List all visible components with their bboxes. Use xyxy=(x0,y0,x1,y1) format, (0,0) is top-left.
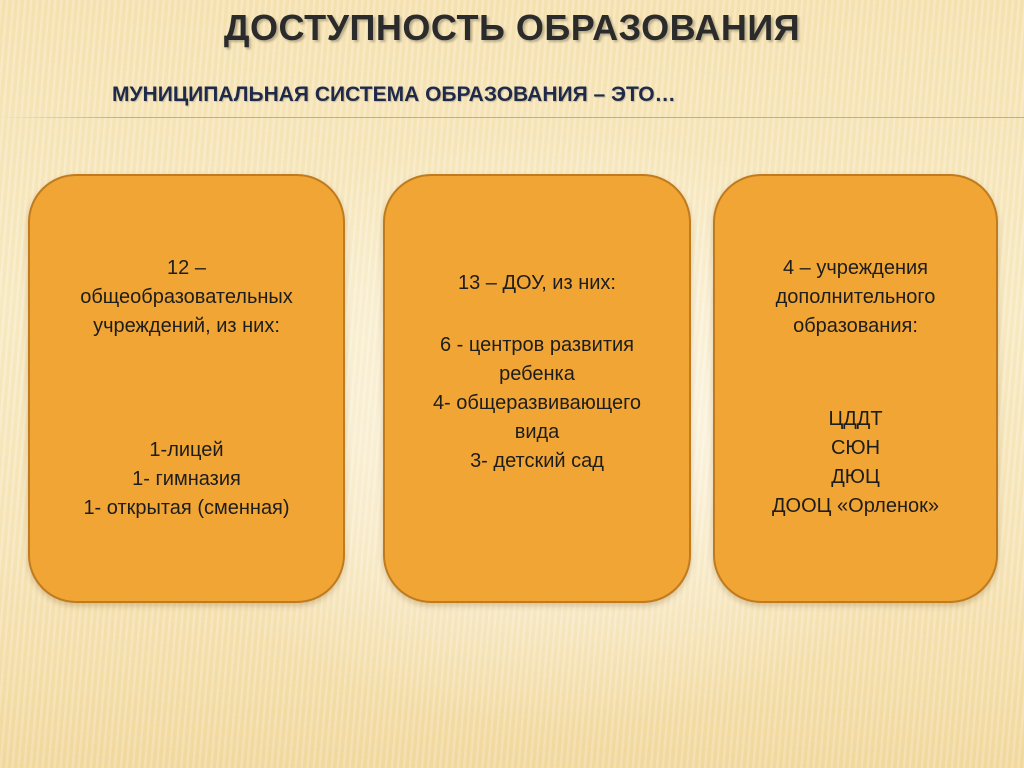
card-heading-line: дополнительного xyxy=(775,286,936,308)
card-preschool xyxy=(383,174,691,603)
card-general-education-list xyxy=(30,436,343,523)
list-item: ДЮЦ xyxy=(831,466,880,488)
card-additional-education-list xyxy=(715,405,996,521)
list-item: ЦДДТ xyxy=(828,408,883,430)
card-heading-line: учреждений, из них: xyxy=(93,315,280,337)
card-general-education xyxy=(28,174,345,603)
card-preschool-heading xyxy=(385,269,689,298)
title-divider xyxy=(0,117,1024,118)
card-heading-line: 4 – учреждения xyxy=(782,257,929,279)
list-item: 1- открытая (сменная) xyxy=(83,497,290,519)
slide-title: ДОСТУПНОСТЬ ОБРАЗОВАНИЯ xyxy=(223,7,801,48)
list-item: 1-лицей xyxy=(149,439,224,461)
list-item: ребенка xyxy=(499,363,575,385)
card-heading-line: 12 – xyxy=(167,257,206,279)
list-item: 4- общеразвивающего xyxy=(432,392,642,414)
list-item: вида xyxy=(514,421,560,443)
list-item: СЮН xyxy=(830,437,881,459)
list-item: 3- детский сад xyxy=(470,450,604,472)
list-item: 1- гимназия xyxy=(132,468,241,490)
list-item: 6 - центров развития xyxy=(439,334,635,356)
card-additional-education xyxy=(713,174,998,603)
card-general-education-heading xyxy=(30,254,343,341)
card-heading-line: 13 – ДОУ, из них: xyxy=(458,272,616,294)
card-additional-education-heading xyxy=(715,254,996,341)
slide-subtitle: МУНИЦИПАЛЬНАЯ СИСТЕМА ОБРАЗОВАНИЯ – ЭТО… xyxy=(112,83,676,106)
card-preschool-list xyxy=(385,331,689,476)
list-item: ДООЦ «Орленок» xyxy=(772,495,939,517)
card-heading-line: общеобразовательных xyxy=(80,286,293,308)
card-heading-line: образования: xyxy=(793,315,918,337)
